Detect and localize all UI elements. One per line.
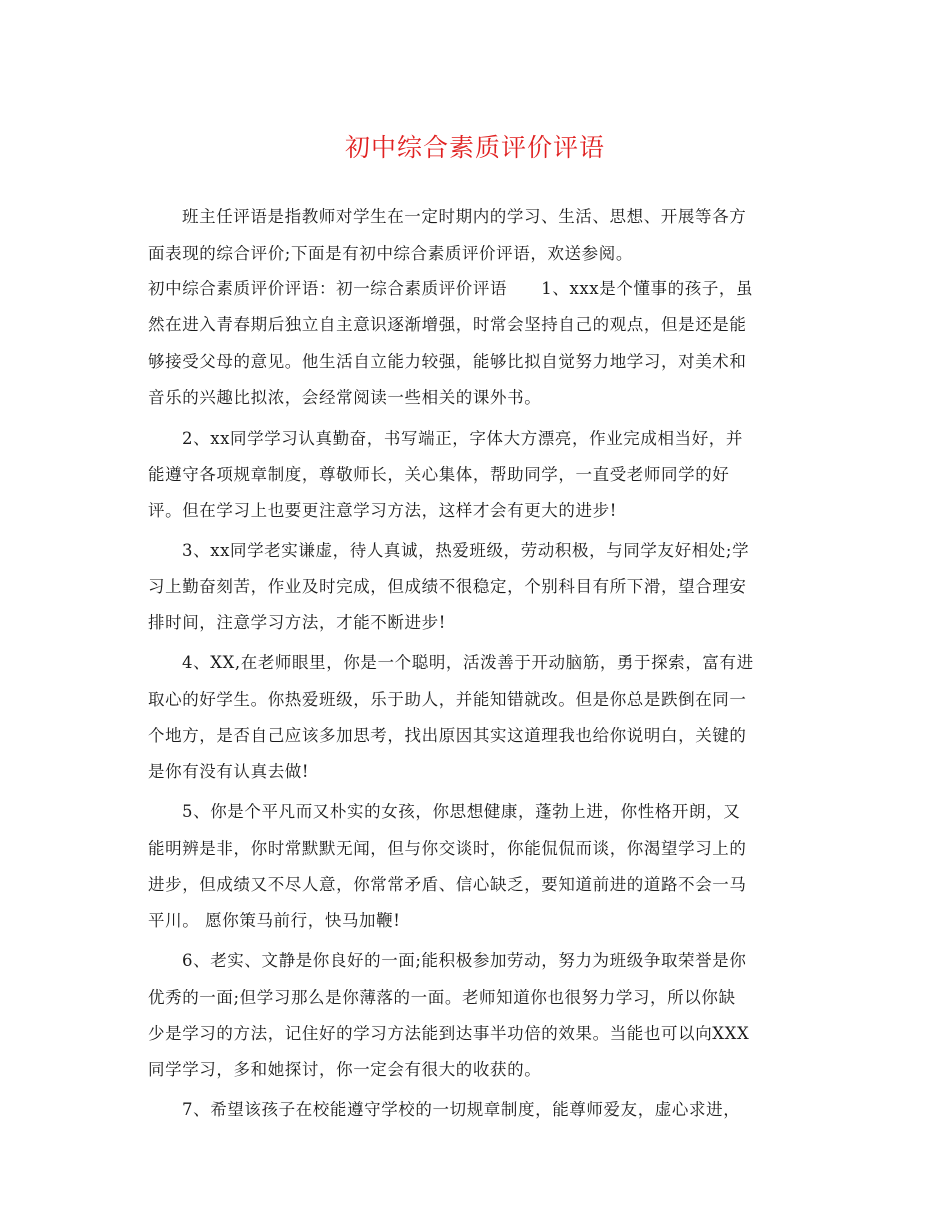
text-line: 排时间，注意学习方法，才能不断进步! (148, 613, 446, 632)
text-line: 优秀的一面;但学习那么是你薄落的一面。老师知道你也很努力学习，所以你缺 (148, 988, 736, 1007)
text-line: 够接受父母的意见。他生活自立能力较强，能够比拟自觉努力地学习，对美术和 (148, 352, 747, 371)
text-line: 进步，但成绩又不尽人意，你常常矛盾、信心缺乏，要知道前进的道路不会一马 (148, 875, 747, 894)
text-line: 面表现的综合评价;下面是有初中综合素质评价评语，欢送参阅。 (148, 244, 633, 263)
text-line: 能明辨是非，你时常默默无闻，但与你交谈时，你能侃侃而谈，你渴望学习上的 (148, 839, 747, 858)
text-line: 同学学习，多和她探讨，你一定会有很大的收获的。 (148, 1060, 542, 1079)
text-line: 5、你是个平凡而又朴实的女孩，你思想健康，蓬勃上进，你性格开朗，又 (182, 802, 741, 821)
text-line: 6、老实、文静是你良好的一面;能积极参加劳动，努力为班级争取荣誉是你 (182, 951, 747, 970)
text-line: 能遵守各项规章制度，尊敬师长，关心集体，帮助同学，一直受老师同学的好 (148, 465, 730, 484)
text-line: 4、XX,在老师眼里，你是一个聪明，活泼善于开动脑筋，勇于探索，富有进 (182, 653, 754, 672)
text-line: 2、xx同学学习认真勤奋，书写端正，字体大方漂亮，作业完成相当好，并 (182, 429, 744, 448)
text-line: 音乐的兴趣比拟浓，会经常阅读一些相关的课外书。 (148, 388, 542, 407)
text-line: 是你有没有认真去做! (148, 762, 310, 781)
text-line: 初中综合素质评价评语：初一综合素质评价评语 1、xxx是个懂事的孩子，虽 (148, 279, 754, 298)
text-line: 然在进入青春期后独立自主意识逐渐增强，时常会坚持自己的观点，但是还是能 (148, 315, 747, 334)
text-line: 平川。 愿你策马前行，快马加鞭! (148, 911, 401, 930)
text-line: 个地方，是否自己应该多加思考，找出原因其实这道理我也给你说明白，关键的 (148, 726, 747, 745)
text-line: 班主任评语是指教师对学生在一定时期内的学习、生活、思想、开展等各方 (182, 207, 747, 226)
document-title: 初中综合素质评价评语 (344, 133, 605, 162)
text-line: 取心的好学生。你热爱班级，乐于助人，并能知错就改。但是你总是跌倒在同一 (148, 690, 747, 709)
text-line: 3、xx同学老实谦虚，待人真诚，热爱班级，劳动积极，与同学友好相处;学 (182, 541, 750, 560)
text-line: 7、希望该孩子在校能遵守学校的一切规章制度，能尊师爱友，虚心求进， (182, 1100, 741, 1119)
text-line: 评。但在学习上也要更注意学习方法，这样才会有更大的进步! (148, 501, 617, 520)
text-line: 习上勤奋刻苦，作业及时完成，但成绩不很稳定，个别科目有所下滑，望合理安 (148, 577, 747, 596)
text-line: 少是学习的方法，记住好的学习方法能到达事半功倍的效果。当能也可以向XXX (148, 1024, 750, 1043)
